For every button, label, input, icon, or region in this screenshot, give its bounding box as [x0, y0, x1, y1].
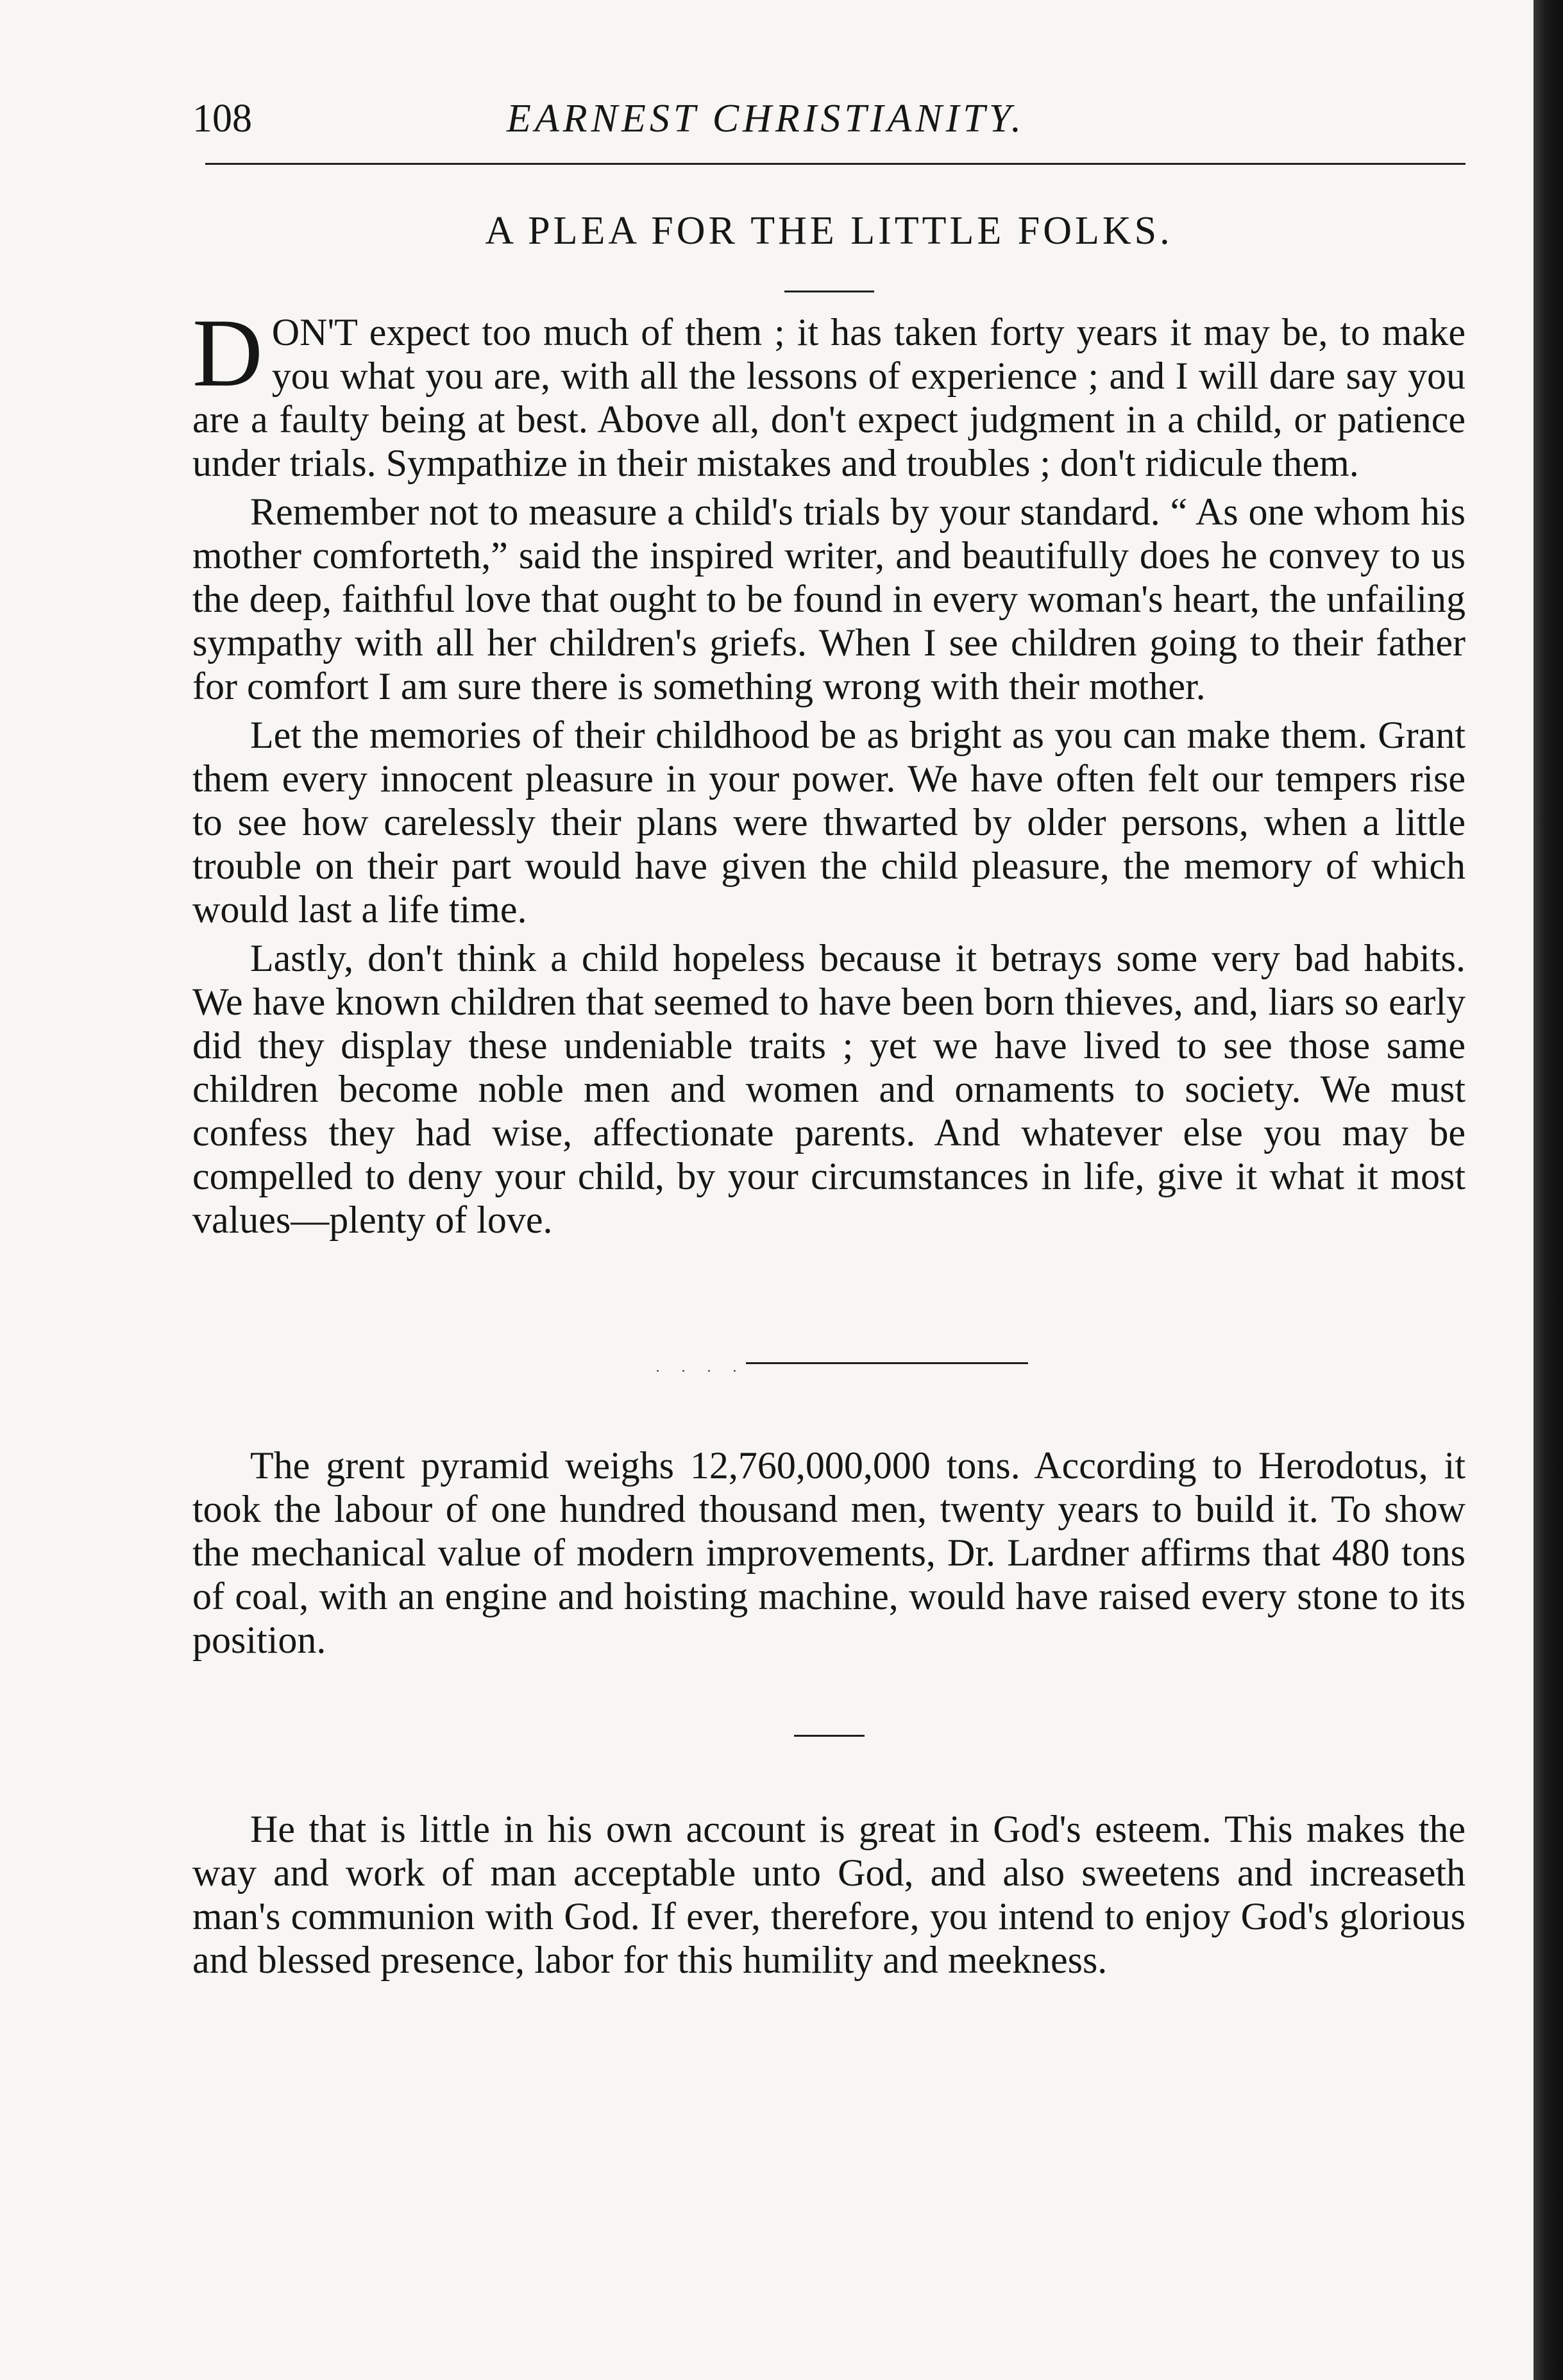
section-divider: [655, 1359, 1028, 1376]
title-rule: [784, 291, 874, 292]
filler-humility: [192, 1807, 1466, 1982]
pyramid-paragraph: The grent pyramid weighs 12,760,000,000 tons. According to Herodotus, it took the labour of one hundred thousand men, twenty years to build it. To show the mechanical value of modern improvements, Dr. Lardner affirms that 480 tons of coal, with an engine and hoisting machine, would have raised every stone to its position.: [192, 1444, 1466, 1661]
book-page: [192, 83, 1466, 1982]
article-paragraph-2: Remember not to measure a child's trials by your standard. “ As one whom his mother comforteth,” said the inspired writer, and beautifully does he convey to us the deep, faithful love that ought to be found in every woman's heart, the unfailing sympathy with all her children's griefs. When I see children going to their father for comfort I am sure there is something wrong with their mother.: [192, 491, 1466, 707]
article-paragraph-1-text: ON'T expect too much of them ; it has taken forty years it may be, to make you what you are, with all the lessons of experience ; and I will dare say you are a faulty being at best. Above all, don't expect judgment in a child, or patience under trials. Sympathize in their mistakes and troubles ; don't ridicule them.: [192, 311, 1466, 484]
page-number: 108: [192, 97, 252, 140]
humility-paragraph: He that is little in his own account is great in God's esteem. This makes the way and work of man acceptable unto God, and also sweetens and increaseth man's communion with God. If ever, therefore, you intend to enjoy God's glorious and blessed presence, labor for this humility and meekness.: [192, 1808, 1466, 1981]
running-head: [192, 83, 1466, 154]
filler-pyramid: [192, 1444, 1466, 1662]
page-binding-edge: [1533, 0, 1563, 2380]
drop-cap: D: [192, 299, 263, 407]
journal-title: EARNEST CHRISTIANITY.: [507, 97, 1026, 140]
filler-divider: [794, 1735, 865, 1737]
article-title: A PLEA FOR THE LITTLE FOLKS.: [485, 209, 1173, 253]
article-paragraph-1: [192, 299, 1466, 485]
header-rule: [205, 163, 1466, 165]
divider-ornament: . . . .: [655, 1359, 746, 1376]
article-body: [192, 299, 1466, 1242]
article-paragraph-3: Let the memories of their childhood be as bright as you can make them. Grant them every innocent pleasure in your power. We have often felt our tempers rise to see how carelessly their plans were thwarted by older persons, when a little trouble on their part would have given the child pleasure, the memory of which would last a life time.: [192, 714, 1466, 931]
article-paragraph-4: Lastly, don't think a child hopeless because it betrays some very bad habits. We have known children that seemed to have been born thieves, and, liars so early did they display these undeniable traits ; yet we have lived to see those same children become noble men and women and ornaments to society. We must confess they had wise, affectionate parents. And whatever else you may be compelled to deny your child, by your circumstances in life, give it what it most values—plenty of love.: [192, 937, 1466, 1241]
